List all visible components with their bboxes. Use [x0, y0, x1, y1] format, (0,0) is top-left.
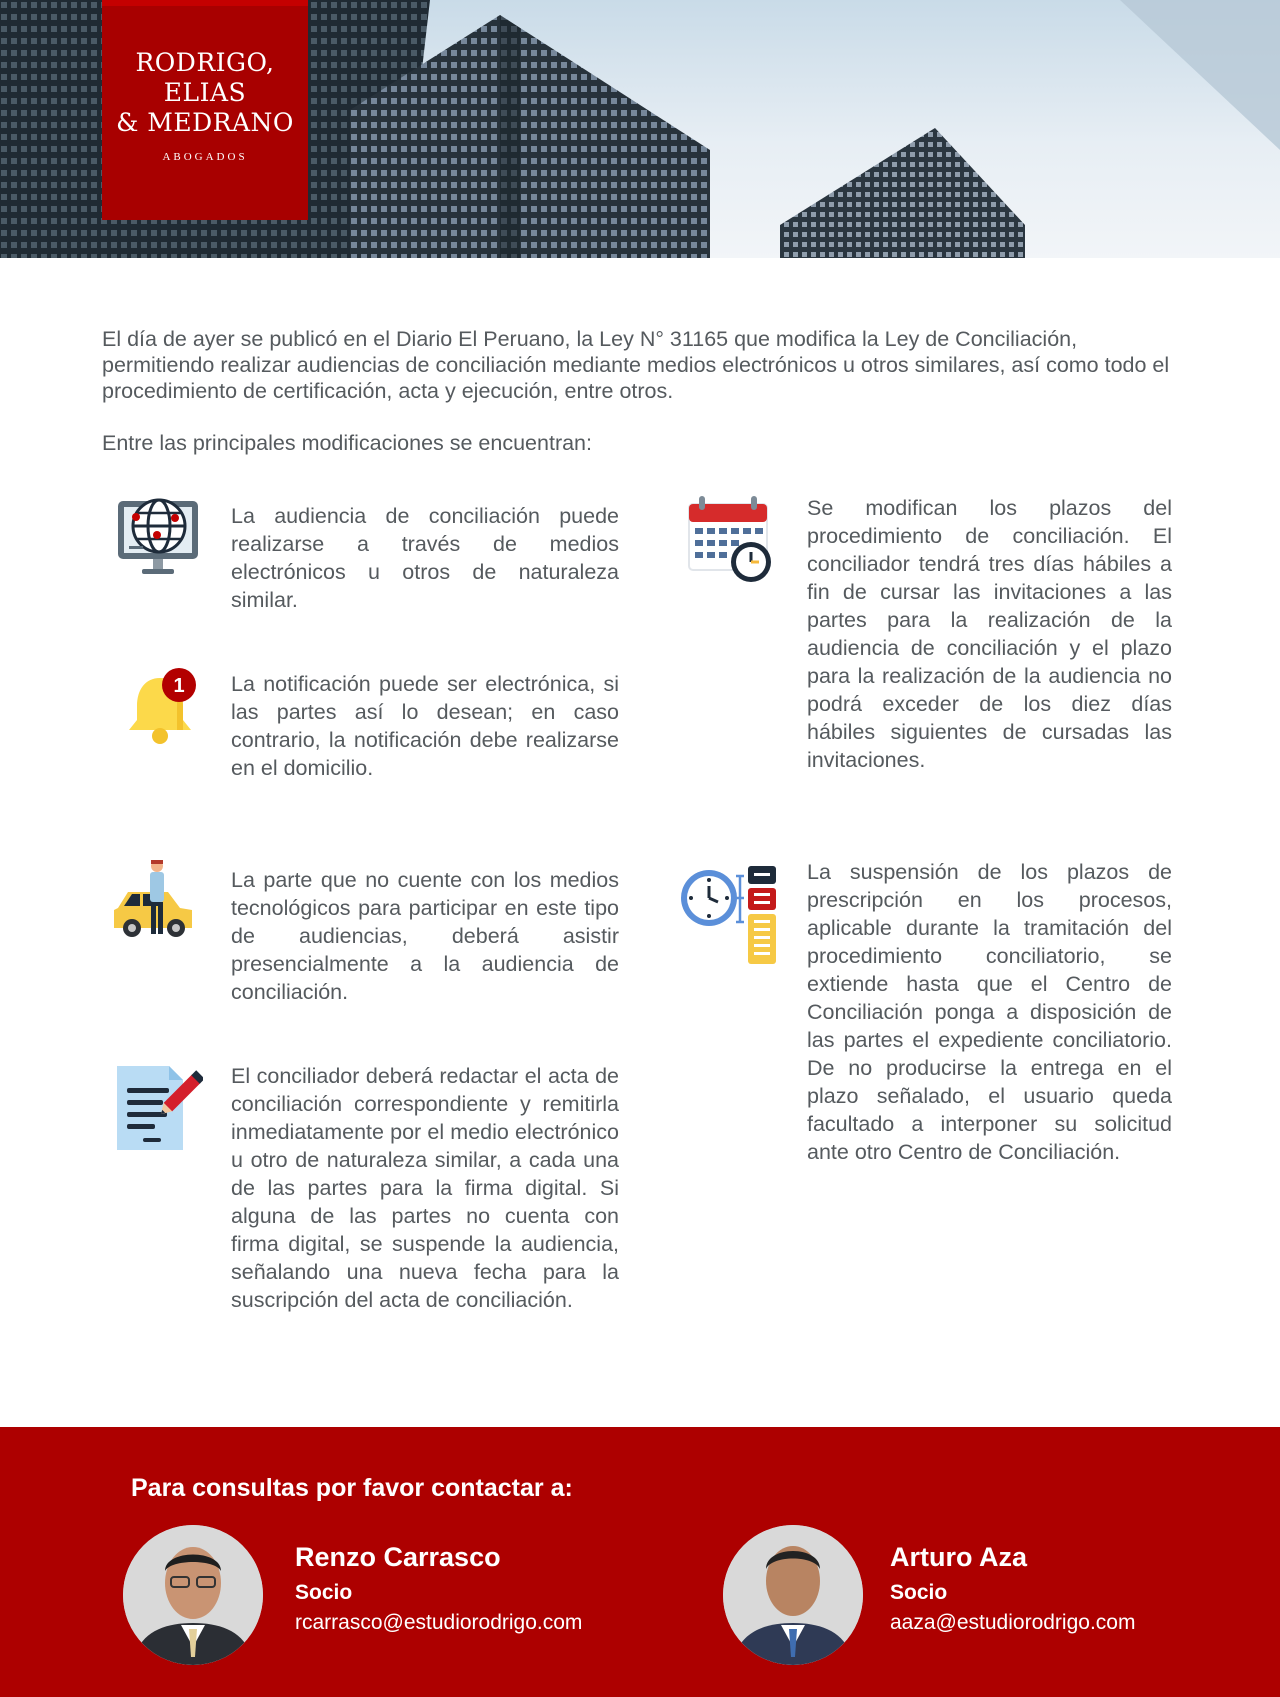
clock-checklist-icon	[678, 862, 768, 952]
contact-role: Socio	[890, 1581, 948, 1604]
document-pencil-icon	[113, 1062, 203, 1152]
item-text: La audiencia de conciliación puede realizarse a través de medios electrónicos u otros de naturaleza similar.	[231, 504, 619, 612]
logo-line-3: & MEDRANO	[116, 108, 294, 137]
logo-line-2: ELIAS	[163, 78, 247, 107]
brand-logo	[102, 0, 308, 220]
item-text: El conciliador deberá redactar el acta de conciliación correspondiente y remitirla inmediatamente por el medio electrónico u otro de naturaleza similar, a cada una de las partes para la firma digital. Si alguna de las partes no cuenta con firma digital, se suspende la audiencia, señalando una nueva fecha para la suscripción del acta de conciliación.	[231, 1064, 619, 1312]
item-text: La parte que no cuente con los medios tecnológicos para participar en este tipo de audiencias, deberá asistir presencialmente a la audiencia de conciliación.	[231, 868, 619, 1004]
contact-name: Arturo Aza	[890, 1542, 1028, 1572]
intro-paragraph: El día de ayer se publicó en el Diario El Peruano, la Ley N° 31165 que modifica la Ley de Conciliación, permitiendo realizar audiencias de conciliación mediante medios electrónicos u otros similares, así como todo el procedimiento de certificación, acta y ejecución, entre otros.	[102, 327, 1170, 403]
item-text: La suspensión de los plazos de prescripción en los procesos, aplicable durante la tramitación del procedimiento conciliatorio, se extiende hasta que el Centro de Conciliación ponga a disposición de las partes el expediente conciliatorio. De no producirse la entrega en el plazo señalado, el usuario queda facultado a interponer su solicitud ante otro Centro de Conciliación.	[807, 860, 1172, 1164]
avatar	[723, 1525, 863, 1665]
bell-notification-icon	[115, 664, 205, 754]
item-text: La notificación puede ser electrónica, si las partes así lo desean; en caso contrario, la notificación debe realizarse en el domicilio.	[231, 672, 619, 780]
contact-name: Renzo Carrasco	[295, 1542, 501, 1572]
contact-email[interactable]: aaza@estudiorodrigo.com	[890, 1611, 1136, 1634]
contact-email[interactable]: rcarrasco@estudiorodrigo.com	[295, 1611, 583, 1634]
computer-globe-icon	[115, 495, 205, 585]
logo-line-1: RODRIGO,	[135, 48, 275, 77]
bell-badge: 1	[173, 675, 185, 697]
logo-subtitle: ABOGADOS	[162, 151, 248, 163]
contact-role: Socio	[295, 1581, 353, 1604]
header-banner	[0, 0, 1280, 260]
person-taxi-icon	[110, 860, 200, 950]
item-text: Se modifican los plazos del procedimiento de conciliación. El conciliador tendrá tres días hábiles a fin de cursar las invitaciones a las partes para la realización de la audiencia de conciliación y el plazo para la realización de la audiencia no podrá exceder de los diez días hábiles siguientes de cursadas las invitaciones.	[807, 496, 1172, 772]
avatar	[123, 1525, 263, 1665]
contact-footer	[0, 1427, 1280, 1697]
footer-title: Para consultas por favor contactar a:	[131, 1474, 573, 1502]
calendar-clock-icon	[685, 494, 775, 584]
intro-lead: Entre las principales modificaciones se encuentran:	[102, 431, 592, 455]
